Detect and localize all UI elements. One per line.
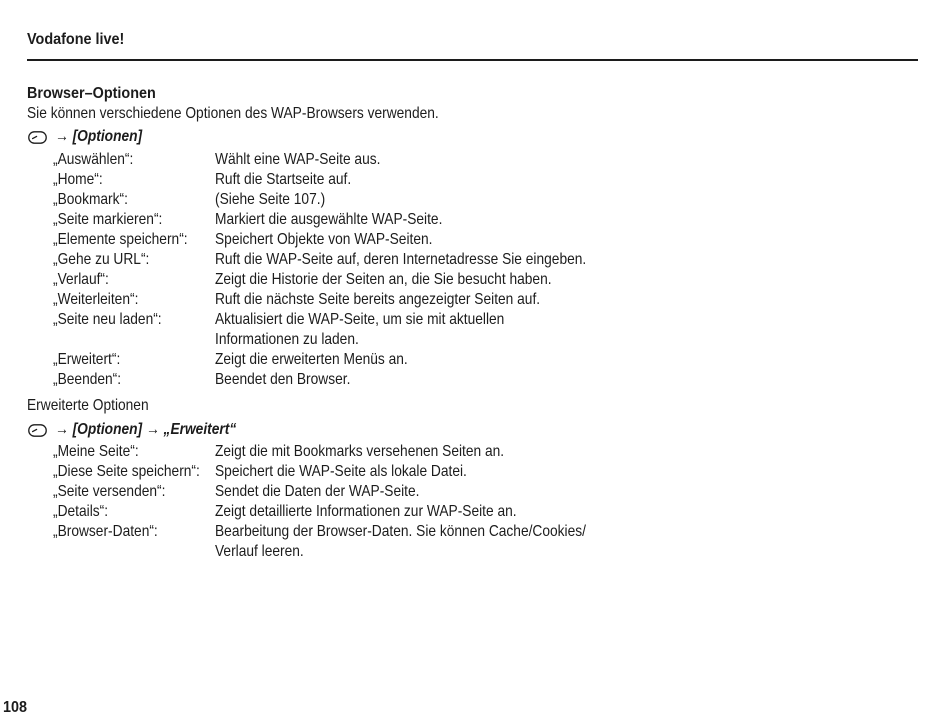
option-label: „Diese Seite speichern“: xyxy=(53,463,200,480)
option-label: „Seite markieren“: xyxy=(53,211,163,228)
menu-path-arrow: → xyxy=(145,421,160,438)
option-label: „Seite versenden“: xyxy=(53,483,166,500)
option-label: „Beenden“: xyxy=(53,371,122,388)
option-row xyxy=(0,230,950,250)
option-description-line: Verlauf leeren. xyxy=(215,543,304,560)
menu-path xyxy=(55,127,156,147)
option-row xyxy=(0,442,950,462)
option-row xyxy=(0,290,950,310)
option-description-line: (Siehe Seite 107.) xyxy=(215,191,326,208)
option-row xyxy=(0,210,950,230)
option-label: „Erweitert“: xyxy=(53,351,121,368)
option-label: „Elemente speichern“: xyxy=(53,231,188,248)
option-description xyxy=(215,290,950,310)
option-description xyxy=(215,462,950,482)
option-label: „Bookmark“: xyxy=(53,191,128,208)
option-row xyxy=(0,170,950,190)
option-label: „Browser-Daten“: xyxy=(53,523,158,540)
section-title: Browser–Optionen xyxy=(27,85,156,102)
section-description: Sie können verschiedene Optionen des WAP-Browsers verwenden. xyxy=(27,105,439,122)
option-description xyxy=(215,502,950,522)
page-number-text: 108 xyxy=(3,699,28,716)
subsection-title: Erweiterte Optionen xyxy=(27,397,149,414)
section-heading xyxy=(27,84,170,104)
option-label: „Weiterleiten“: xyxy=(53,291,139,308)
option-row xyxy=(0,522,950,562)
header-title: Vodafone live! xyxy=(27,31,125,48)
option-description-line: Zeigt detaillierte Informationen zur WAP-Seite an. xyxy=(215,503,517,520)
option-label: „Details“: xyxy=(53,503,109,520)
menu-path-arrow: → xyxy=(55,128,69,145)
option-label: „Meine Seite“: xyxy=(53,443,139,460)
option-description xyxy=(215,482,950,502)
option-description xyxy=(215,350,950,370)
menu-path-arrow: → xyxy=(55,421,69,438)
option-row xyxy=(0,190,950,210)
option-description-line: Zeigt die mit Bookmarks versehenen Seiten an. xyxy=(215,443,505,460)
soft-key-icon xyxy=(28,131,47,144)
header-rule xyxy=(27,59,918,61)
option-description-line: Zeigt die Historie der Seiten an, die Sie besucht haben. xyxy=(215,271,552,288)
option-row xyxy=(0,370,950,390)
option-description xyxy=(215,370,950,390)
option-label: „Auswählen“: xyxy=(53,151,134,168)
option-description xyxy=(215,230,950,250)
option-description xyxy=(215,190,950,210)
option-description-line: Speichert Objekte von WAP-Seiten. xyxy=(215,231,433,248)
option-row xyxy=(0,350,950,370)
option-description-line: Markiert die ausgewählte WAP-Seite. xyxy=(215,211,443,228)
option-row xyxy=(0,482,950,502)
option-row xyxy=(0,462,950,482)
page-number xyxy=(3,699,30,717)
option-description-line: Wählt eine WAP-Seite aus. xyxy=(215,151,381,168)
option-label: „Seite neu laden“: xyxy=(53,311,162,328)
option-row xyxy=(0,150,950,170)
option-description-line: Informationen zu laden. xyxy=(215,331,359,348)
option-description xyxy=(215,522,950,562)
option-description-line: Ruft die nächste Seite bereits angezeigter Seiten auf. xyxy=(215,291,541,308)
subsection-heading xyxy=(27,396,168,416)
menu-path-step: „Erweitert“ xyxy=(163,421,237,438)
option-description xyxy=(215,250,950,270)
option-description-line: Speichert die WAP-Seite als lokale Datei. xyxy=(215,463,467,480)
menu-path xyxy=(55,420,266,440)
option-description xyxy=(215,210,950,230)
option-description xyxy=(215,270,950,290)
option-description-line: Zeigt die erweiterten Menüs an. xyxy=(215,351,408,368)
browser-options-list xyxy=(0,150,950,390)
option-row xyxy=(0,310,950,350)
option-description-line: Aktualisiert die WAP-Seite, um sie mit aktuellen xyxy=(215,311,505,328)
option-description-line: Sendet die Daten der WAP-Seite. xyxy=(215,483,420,500)
option-description xyxy=(215,442,950,462)
option-description xyxy=(215,310,950,350)
soft-key-icon xyxy=(28,424,47,437)
running-header xyxy=(27,30,135,50)
option-description xyxy=(215,150,950,170)
option-row xyxy=(0,502,950,522)
option-description-line: Beendet den Browser. xyxy=(215,371,351,388)
menu-path-step: [Optionen] xyxy=(72,421,143,438)
option-label: „Home“: xyxy=(53,171,103,188)
option-label: „Verlauf“: xyxy=(53,271,109,288)
option-description-line: Ruft die WAP-Seite auf, deren Internetadresse Sie eingeben. xyxy=(215,251,587,268)
option-description-line: Ruft die Startseite auf. xyxy=(215,171,352,188)
section-intro xyxy=(27,104,506,124)
option-description-line: Bearbeitung der Browser-Daten. Sie können Cache/Cookies/ xyxy=(215,523,586,540)
option-row xyxy=(0,270,950,290)
option-description xyxy=(215,170,950,190)
option-row xyxy=(0,250,950,270)
advanced-options-list xyxy=(0,442,950,562)
option-label: „Gehe zu URL“: xyxy=(53,251,150,268)
menu-path-step: [Optionen] xyxy=(72,128,143,145)
